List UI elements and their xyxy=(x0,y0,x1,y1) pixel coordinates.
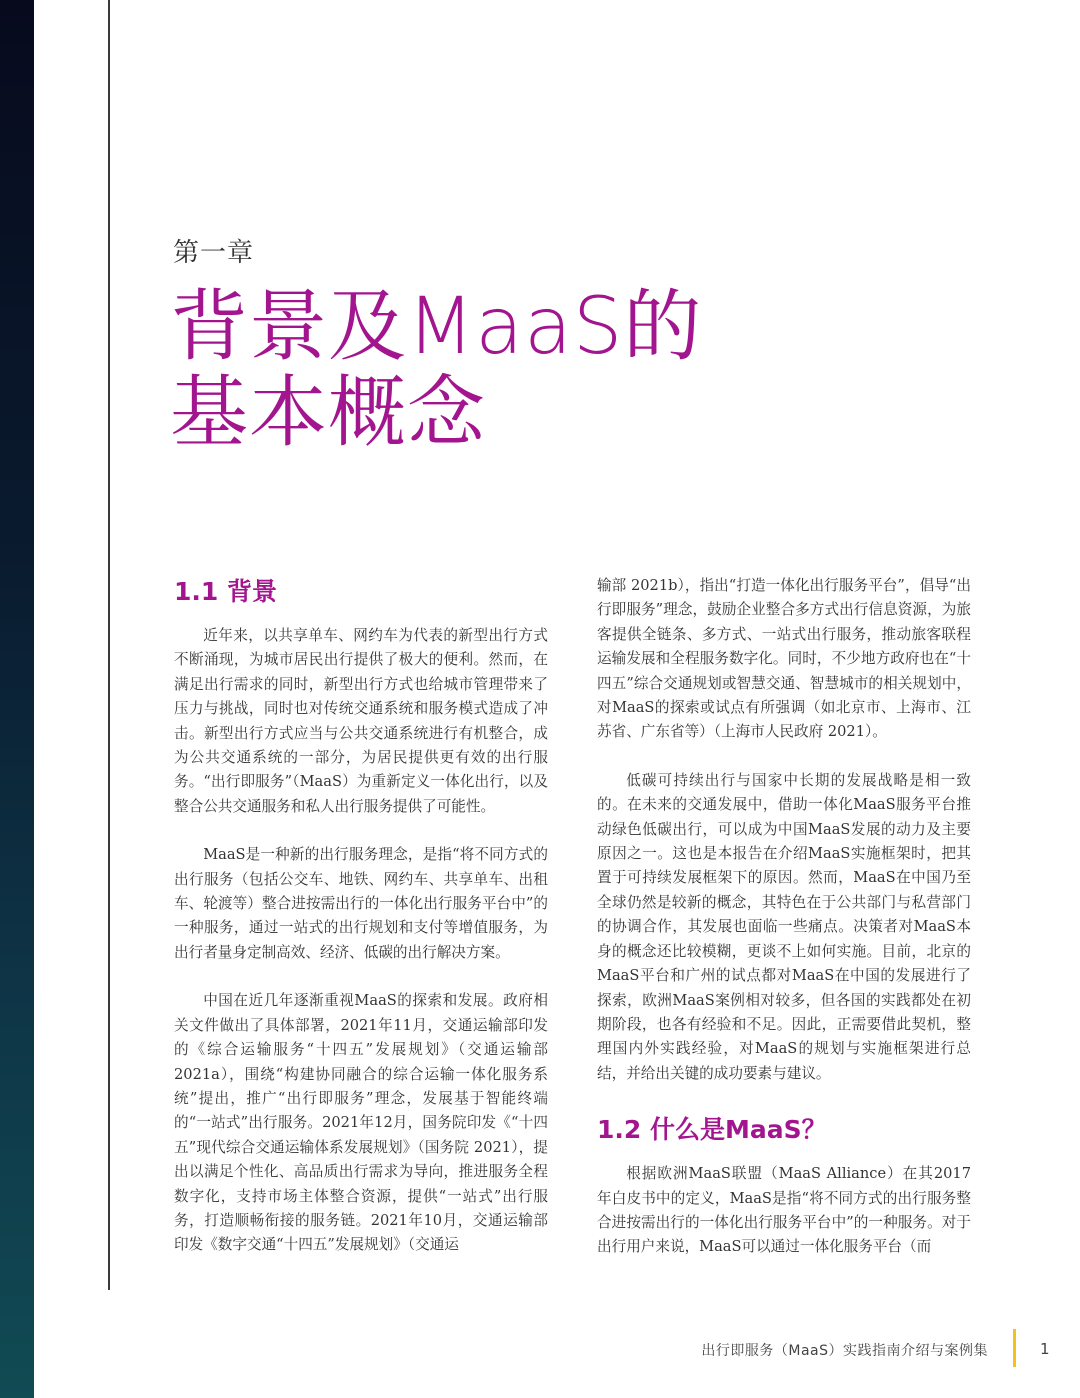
section-heading-background: 1.1 背景 xyxy=(174,577,277,606)
decorative-side-band xyxy=(0,0,34,1398)
left-column xyxy=(174,574,548,1258)
section-heading-what-is-maas: 1.2 什么是MaaS？ xyxy=(597,1115,827,1145)
footer-document-title: 出行即服务（MaaS）实践指南介绍与案例集 xyxy=(701,1343,988,1359)
body-paragraph: 低碳可持续出行与国家中长期的发展战略是相一致的。在未来的交通发展中，借助一体化MaaS服务平台推动绿色低碳出行，可以成为中国MaaS发展的动力及主要原因之一。这也是本报告在介绍MaaS实施框架时，把其置于可持续发展框架下的原因。然而，MaaS在中国乃至全球仍然是较新的概念，其特色在于公共部门与私营部门的协调合作，其发展也面临一些痛点。决策者对MaaS本身的概念还比较模糊，更谈不上如何实施。目前，北京的MaaS平台和广州的试点都对MaaS在中国的发展进行了探索，欧洲MaaS案例相对较多，但各国的实践都处在初期阶段，也各有经验和不足。因此，正需要借此契机，整理国内外实践经验，对MaaS的规划与实施框架进行总结，并给出关键的成功要素与建议。 xyxy=(597,771,971,1082)
chapter-title-line-1: 背景及MaaS的 xyxy=(170,282,703,372)
body-paragraph: MaaS是一种新的出行服务理念，是指“将不同方式的出行服务（包括公交车、地铁、网约车、共享单车、出租车、轮渡等）整合进按需出行的一体化出行服务平台中”的一种服务，通过一站式的出行规划和支付等增值服务，为出行者量身定制高效、经济、低碳的出行解决方案。 xyxy=(174,846,548,961)
section-spacer xyxy=(597,1086,971,1110)
vertical-rule xyxy=(108,0,110,1290)
body-paragraph-continued: 输部 2021b），指出“打造一体化出行服务平台”，倡导“出行即服务”理念，鼓励企业整合多方式出行信息资源，为旅客提供全链条、多方式、一站式出行服务，推动旅客联程运输发展和全程服务数字化。同时，不少地方政府也在“十四五”综合交通规划或智慧交通、智慧城市的相关规划中，对MaaS的探索或试点有所强调（如北京市、上海市、江苏省、广东省等）（上海市人民政府 2021）。 xyxy=(597,577,971,741)
body-paragraph: 根据欧洲MaaS联盟（MaaS Alliance）在其2017年白皮书中的定义，MaaS是指“将不同方式的出行服务整合进按需出行的一体化出行服务平台中”的一种服务。对于出行用户来说，MaaS可以通过一体化服务平台（而 xyxy=(597,1165,971,1256)
footer-accent-bar xyxy=(1013,1329,1016,1367)
body-paragraph: 中国在近几年逐渐重视MaaS的探索和发展。政府相关文件做出了具体部署，2021年11月，交通运输部印发的《综合运输服务“十四五”发展规划》（交通运输部 2021a），围绕“构建协同融合的综合运输一体化服务系统”提出，推广“出行即服务”理念，发展基于智能终端的“一站式”出行服务。2021年12月，国务院印发《“十四五”现代综合交通运输体系发展规划》（国务院 2021），提出以满足个性化、高品质出行需求为导向，推进服务全程数字化，支持市场主体整合资源，提供“一站式”出行服务，打造顺畅衔接的服务链。2021年10月，交通运输部印发《数字交通“十四五”发展规划》（交通运 xyxy=(174,992,548,1254)
body-paragraph: 近年来，以共享单车、网约车为代表的新型出行方式不断涌现，为城市居民出行提供了极大的便利。然而，在满足出行需求的同时，新型出行方式也给城市管理带来了压力与挑战，同时也对传统交通系统和服务模式造成了冲击。新型出行方式应当与公共交通系统进行有机整合，成为公共交通系统的一部分，为居民提供更有效的出行服务。“出行即服务”（MaaS）为重新定义一体化出行，以及整合公共交通服务和私人出行服务提供了可能性。 xyxy=(174,627,548,815)
chapter-title xyxy=(170,284,870,456)
page-number: 1 xyxy=(1040,1340,1050,1358)
chapter-label: 第一章 xyxy=(173,238,255,268)
chapter-title-line-2: 基本概念 xyxy=(170,368,487,458)
right-column xyxy=(597,574,971,1260)
